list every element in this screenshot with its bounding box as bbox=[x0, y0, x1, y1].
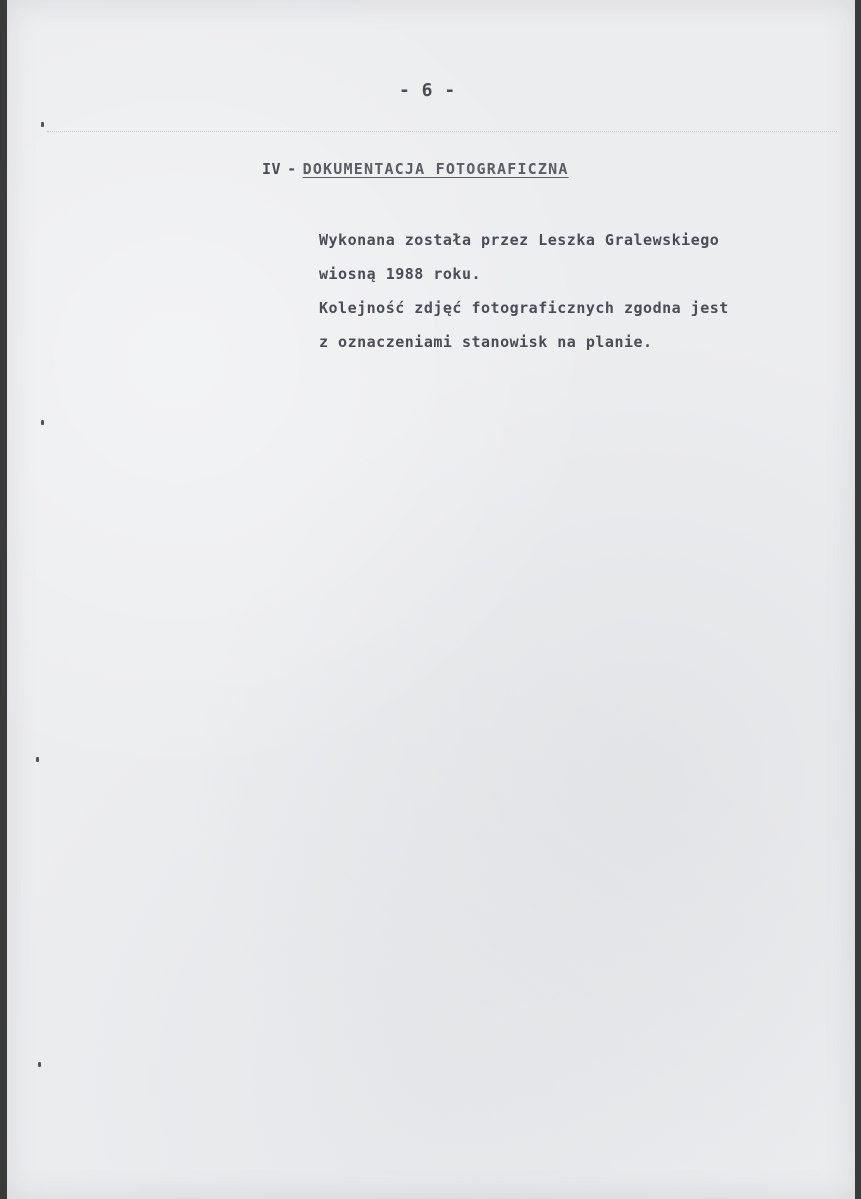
body-line: z oznaczeniami stanowisk na planie. bbox=[319, 333, 653, 351]
section-title: DOKUMENTACJA FOTOGRAFICZNA bbox=[302, 160, 569, 178]
body-paragraph bbox=[319, 228, 839, 364]
body-line: Wykonana została przez Leszka Gralewskiego bbox=[319, 231, 720, 249]
body-line: wiosną 1988 roku. bbox=[319, 265, 482, 283]
page-number: - 6 - bbox=[399, 80, 456, 101]
section-heading bbox=[262, 160, 569, 178]
document-page bbox=[7, 0, 855, 1199]
margin-mark bbox=[36, 757, 39, 762]
fold-line bbox=[47, 131, 837, 132]
section-dash: - bbox=[287, 160, 297, 178]
margin-mark bbox=[41, 420, 44, 425]
body-line: Kolejność zdjęć fotograficznych zgodna jest bbox=[319, 299, 729, 317]
section-numeral: IV bbox=[262, 160, 282, 178]
margin-mark bbox=[38, 1062, 41, 1067]
margin-mark bbox=[41, 122, 44, 127]
